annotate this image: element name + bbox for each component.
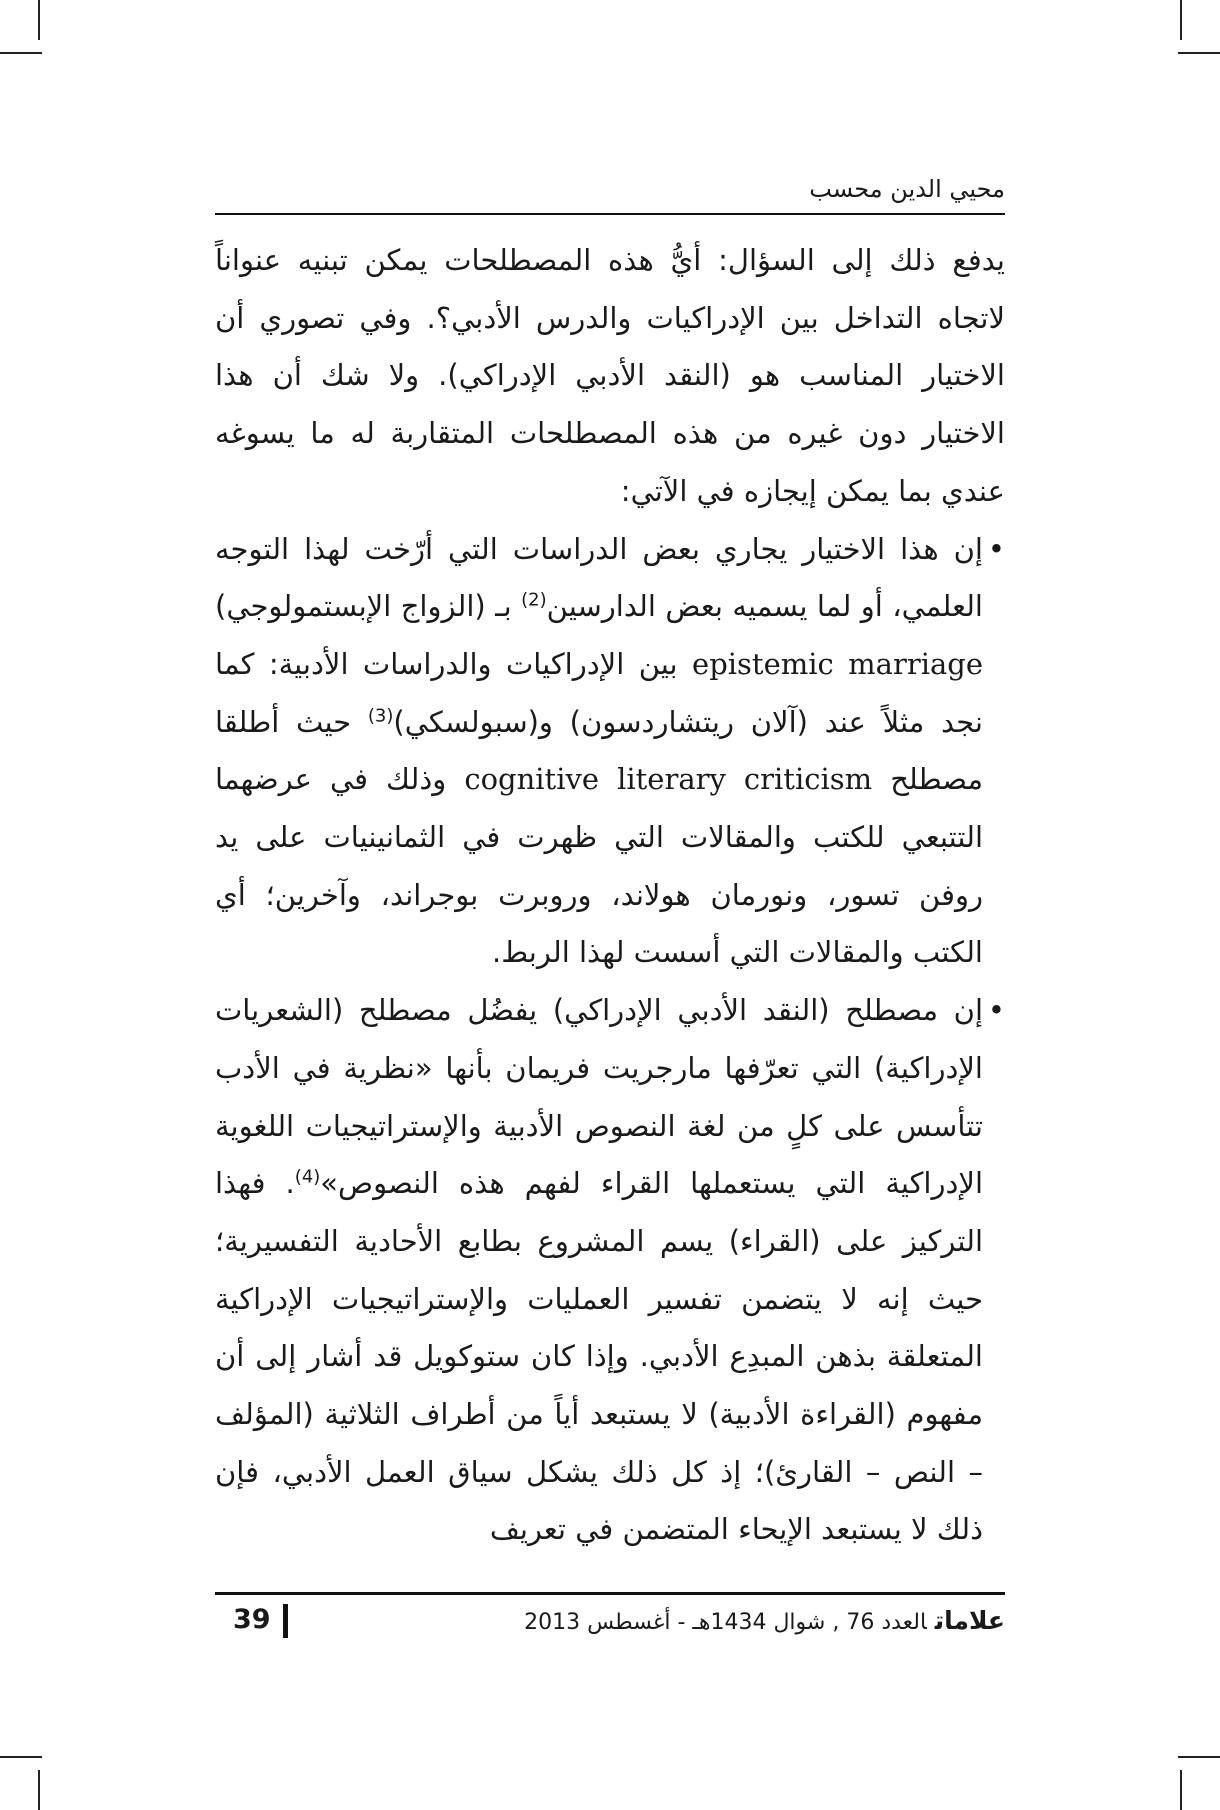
page-number: 39 [233, 1604, 271, 1635]
page-header [215, 175, 1005, 215]
crop-mark [1178, 52, 1220, 54]
issue-info: العدد 76 , شوال 1434هـ - أغسطس 2013 [524, 1610, 927, 1635]
footer-rule [215, 1592, 1005, 1595]
crop-mark [38, 0, 40, 40]
intro-paragraph: يدفع ذلك إلى السؤال: أيُّ هذه المصطلحات يمكن تبنيه عنواناً لاتجاه التداخل بين الإدراكيات والدرس الأدبي؟. وفي تصوري أن الاختيار المناسب هو (النقد الأدبي الإدراكي). ولا شك أن هذا الاختيار دون غيره من هذه المصطلحات المتقاربة له ما يسوغه عندي بما يمكن إيجازه في الآتي: [215, 243, 1005, 508]
term-cognitive-literary-criticism: cognitive literary criticism [464, 762, 873, 797]
footnote-ref-3: (3) [367, 704, 394, 726]
bullet-item-1: • إن هذا الاختيار يجاري بعض الدراسات التي أرّخت لهذا التوجه العلمي، أو لما يسميه بعض الدارسين$^{(2)}$ بـ (الزواج الإبستمولوجي) epistemic marriage بين الإدراكيات والدراسات الأدبية: كما نجد مثلاً عند (آلان ريتشاردسون) و(سبولسكي)$^{(3)}$ حيث أطلقا مصطلح cognitive literary criticism وذلك في عرضهما التتبعي للكتب والمقالات التي ظهرت في الثمانينيات على يد روفن تسور، ونورمان هولاند، وروبرت بوجراند، وآخرين؛ أي الكتب والمقالات التي أسست لهذا الربط. [215, 521, 1005, 983]
bullet-item-2: • إن مصطلح (النقد الأدبي الإدراكي) يفضُل مصطلح (الشعريات الإدراكية) التي تعرّفها مارجريت فريمان بأنها «نظرية في الأدب تتأسس على كلٍ من لغة النصوص الأدبية والإستراتيجيات اللغوية الإدراكية التي يستعملها القراء لفهم هذه النصوص»$^{(4)}$. فهذا التركيز على (القراء) يسم المشروع بطابع الأحادية التفسيرية؛ حيث إنه لا يتضمن تفسير العمليات والإستراتيجيات الإدراكية المتعلقة بذهن المبدِع الأدبي. وإذا كان ستوكويل قد أشار إلى أن مفهوم (القراءة الأدبية) لا يستبعد أياً من أطراف الثلاثية (المؤلف – النص – القارئ)؛ إذ كل ذلك يشكل سياق العمل الأدبي، فإن ذلك لا يستبعد الإيحاء المتضمن في تعريف [215, 982, 1005, 1559]
journal-logo: علامات [934, 1606, 1005, 1635]
footer-divider [283, 1604, 288, 1638]
header-rule [215, 213, 1005, 215]
crop-mark [38, 1770, 40, 1810]
author-name: محيي الدين محسب [809, 175, 1005, 203]
crop-mark [1178, 1756, 1220, 1758]
crop-mark [1180, 1770, 1182, 1810]
term-epistemic-marriage: epistemic marriage [692, 646, 983, 681]
footnote-ref-2: (2) [521, 589, 547, 611]
body-text [215, 232, 1005, 1559]
page-footer [215, 1592, 1005, 1652]
crop-mark [0, 1756, 42, 1758]
footnote-ref-4: (4) [294, 1166, 321, 1188]
bullet-list [215, 521, 1005, 1560]
crop-mark [0, 52, 42, 54]
journal-info [524, 1606, 1005, 1635]
crop-mark [1180, 0, 1182, 40]
